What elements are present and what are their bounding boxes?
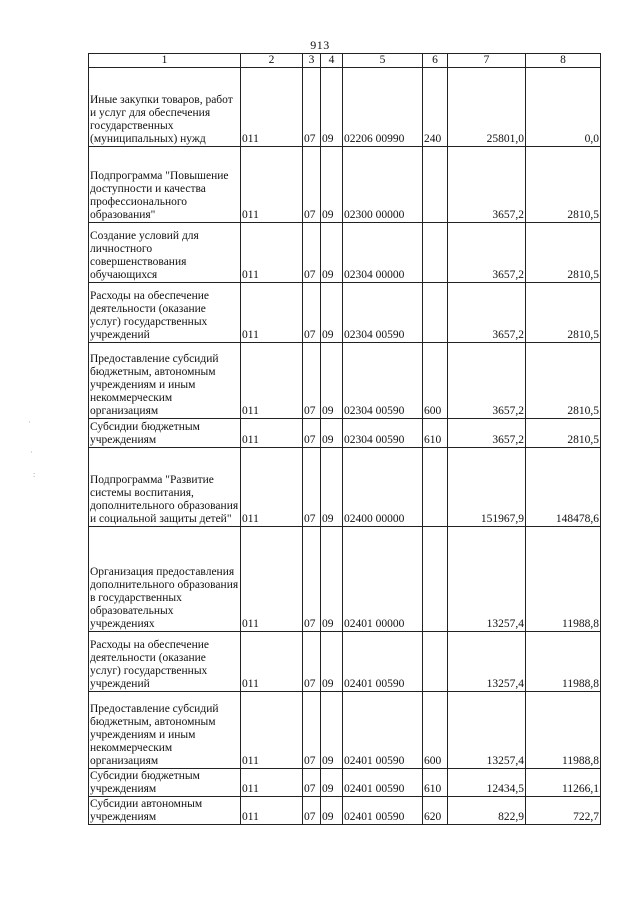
cell-amount-8: 11266,1	[526, 769, 601, 797]
row-name: Расходы на обеспечение деятельности (оказание услуг) государственных учреждений	[89, 283, 241, 343]
table-row	[89, 632, 601, 692]
cell-amount-7: 151967,9	[448, 448, 526, 527]
cell-code-6: 610	[423, 419, 448, 448]
cell-amount-8: 11988,8	[526, 527, 601, 632]
cell-code-4: 09	[321, 797, 343, 825]
cell-code-6	[423, 448, 448, 527]
cell-code-5: 02304 00590	[343, 283, 423, 343]
cell-code-2: 011	[241, 692, 303, 769]
col-header: 2	[241, 54, 303, 68]
row-name: Предоставление субсидий бюджетным, автономным учреждениям и иным некоммерческим организациям	[89, 343, 241, 419]
cell-amount-8: 2810,5	[526, 419, 601, 448]
cell-code-2: 011	[241, 147, 303, 223]
row-name: Создание условий для личностного совершенствования обучающихся	[89, 223, 241, 283]
row-name: Субсидии бюджетным учреждениям	[89, 419, 241, 448]
cell-code-6: 620	[423, 797, 448, 825]
table-row	[89, 448, 601, 527]
cell-code-5: 02401 00590	[343, 692, 423, 769]
cell-amount-7: 13257,4	[448, 632, 526, 692]
margin-speck: ·	[28, 418, 31, 427]
cell-code-2: 011	[241, 283, 303, 343]
cell-code-2: 011	[241, 68, 303, 147]
cell-code-3: 07	[303, 448, 321, 527]
cell-code-5: 02401 00590	[343, 769, 423, 797]
row-name: Предоставление субсидий бюджетным, автономным учреждениям и иным некоммерческим организациям	[89, 692, 241, 769]
cell-code-5: 02300 00000	[343, 147, 423, 223]
cell-code-3: 07	[303, 68, 321, 147]
cell-code-6	[423, 283, 448, 343]
cell-amount-7: 3657,2	[448, 147, 526, 223]
margin-speck: :	[33, 470, 36, 479]
cell-amount-7: 3657,2	[448, 223, 526, 283]
col-header: 4	[321, 54, 343, 68]
cell-code-5: 02206 00990	[343, 68, 423, 147]
cell-amount-8: 11988,8	[526, 632, 601, 692]
cell-amount-7: 12434,5	[448, 769, 526, 797]
cell-code-2: 011	[241, 343, 303, 419]
table-row	[89, 223, 601, 283]
cell-code-4: 09	[321, 527, 343, 632]
table-row	[89, 147, 601, 223]
cell-amount-8: 2810,5	[526, 283, 601, 343]
cell-code-4: 09	[321, 632, 343, 692]
cell-amount-8: 722,7	[526, 797, 601, 825]
budget-table	[88, 53, 601, 825]
cell-code-3: 07	[303, 343, 321, 419]
cell-code-5: 02401 00590	[343, 797, 423, 825]
cell-code-2: 011	[241, 223, 303, 283]
col-header: 5	[343, 54, 423, 68]
cell-amount-7: 822,9	[448, 797, 526, 825]
table-row	[89, 68, 601, 147]
cell-code-3: 07	[303, 147, 321, 223]
cell-code-3: 07	[303, 769, 321, 797]
row-name: Иные закупки товаров, работ и услуг для обеспечения государственных (муниципальных) нужд	[89, 68, 241, 147]
cell-code-2: 011	[241, 527, 303, 632]
row-name: Субсидии бюджетным учреждениям	[89, 769, 241, 797]
cell-amount-7: 3657,2	[448, 283, 526, 343]
table-row	[89, 769, 601, 797]
table-row	[89, 283, 601, 343]
cell-amount-7: 13257,4	[448, 692, 526, 769]
cell-code-2: 011	[241, 797, 303, 825]
cell-amount-8: 11988,8	[526, 692, 601, 769]
table-row	[89, 419, 601, 448]
cell-code-3: 07	[303, 632, 321, 692]
margin-speck: ·	[30, 448, 33, 457]
row-name: Организация предоставления дополнительного образования в государственных образовательных учреждениях	[89, 527, 241, 632]
col-header: 1	[89, 54, 241, 68]
cell-code-5: 02400 00000	[343, 448, 423, 527]
cell-code-3: 07	[303, 283, 321, 343]
cell-code-3: 07	[303, 797, 321, 825]
cell-code-5: 02401 00000	[343, 527, 423, 632]
row-name: Подпрограмма "Развитие системы воспитания, дополнительного образования и социальной защиты детей"	[89, 448, 241, 527]
cell-code-4: 09	[321, 68, 343, 147]
cell-code-2: 011	[241, 448, 303, 527]
col-header: 3	[303, 54, 321, 68]
cell-amount-7: 3657,2	[448, 343, 526, 419]
table-row	[89, 692, 601, 769]
cell-code-3: 07	[303, 419, 321, 448]
cell-code-5: 02304 00590	[343, 343, 423, 419]
cell-code-3: 07	[303, 527, 321, 632]
cell-code-6	[423, 223, 448, 283]
cell-amount-8: 2810,5	[526, 147, 601, 223]
row-name: Субсидии автономным учреждениям	[89, 797, 241, 825]
cell-code-6	[423, 147, 448, 223]
cell-code-4: 09	[321, 147, 343, 223]
col-header: 7	[448, 54, 526, 68]
cell-code-6	[423, 632, 448, 692]
cell-code-2: 011	[241, 632, 303, 692]
cell-code-4: 09	[321, 692, 343, 769]
cell-code-6: 600	[423, 692, 448, 769]
header-row	[89, 54, 601, 68]
cell-amount-7: 3657,2	[448, 419, 526, 448]
col-header: 6	[423, 54, 448, 68]
cell-code-6	[423, 527, 448, 632]
cell-code-5: 02304 00000	[343, 223, 423, 283]
table-row	[89, 797, 601, 825]
cell-code-6: 240	[423, 68, 448, 147]
cell-code-4: 09	[321, 223, 343, 283]
row-name: Подпрограмма "Повышение доступности и качества профессионального образования"	[89, 147, 241, 223]
cell-code-6: 610	[423, 769, 448, 797]
table-row	[89, 343, 601, 419]
cell-code-5: 02304 00590	[343, 419, 423, 448]
cell-amount-8: 2810,5	[526, 343, 601, 419]
cell-code-6: 600	[423, 343, 448, 419]
cell-code-4: 09	[321, 283, 343, 343]
cell-code-4: 09	[321, 769, 343, 797]
cell-amount-8: 148478,6	[526, 448, 601, 527]
cell-code-3: 07	[303, 692, 321, 769]
cell-amount-7: 25801,0	[448, 68, 526, 147]
cell-code-2: 011	[241, 769, 303, 797]
cell-code-3: 07	[303, 223, 321, 283]
cell-code-4: 09	[321, 343, 343, 419]
cell-code-4: 09	[321, 419, 343, 448]
row-name: Расходы на обеспечение деятельности (оказание услуг) государственных учреждений	[89, 632, 241, 692]
cell-amount-8: 2810,5	[526, 223, 601, 283]
col-header: 8	[526, 54, 601, 68]
cell-amount-7: 13257,4	[448, 527, 526, 632]
cell-code-2: 011	[241, 419, 303, 448]
table-row	[89, 527, 601, 632]
cell-amount-8: 0,0	[526, 68, 601, 147]
cell-code-5: 02401 00590	[343, 632, 423, 692]
page-number: 913	[310, 38, 330, 52]
cell-code-4: 09	[321, 448, 343, 527]
